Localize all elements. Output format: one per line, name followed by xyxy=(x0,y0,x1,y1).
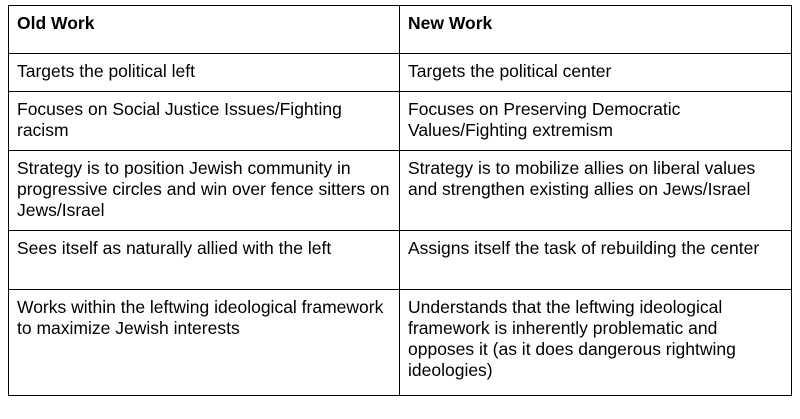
cell-old-work: Focuses on Social Justice Issues/Fighting racism xyxy=(9,92,400,151)
cell-old-work: Targets the political left xyxy=(9,54,400,92)
cell-old-work: Works within the leftwing ideological framework to maximize Jewish interests xyxy=(9,290,400,396)
header-old-work: Old Work xyxy=(9,6,400,54)
table-row xyxy=(9,92,792,151)
cell-new-work: Understands that the leftwing ideological framework is inherently problematic and opposes it (as it does dangerous rightwing ideologies) xyxy=(400,290,792,396)
table-row xyxy=(9,290,792,396)
table-row xyxy=(9,151,792,231)
cell-new-work: Focuses on Preserving Democratic Values/Fighting extremism xyxy=(400,92,792,151)
cell-new-work: Targets the political center xyxy=(400,54,792,92)
cell-old-work: Strategy is to position Jewish community in progressive circles and win over fence sitters on Jews/Israel xyxy=(9,151,400,231)
table-header-row xyxy=(9,6,792,54)
cell-old-work: Sees itself as naturally allied with the left xyxy=(9,231,400,290)
comparison-table xyxy=(8,5,792,396)
header-new-work: New Work xyxy=(400,6,792,54)
cell-new-work: Assigns itself the task of rebuilding the center xyxy=(400,231,792,290)
table-row xyxy=(9,54,792,92)
table-row xyxy=(9,231,792,290)
cell-new-work: Strategy is to mobilize allies on liberal values and strengthen existing allies on Jews/Israel xyxy=(400,151,792,231)
